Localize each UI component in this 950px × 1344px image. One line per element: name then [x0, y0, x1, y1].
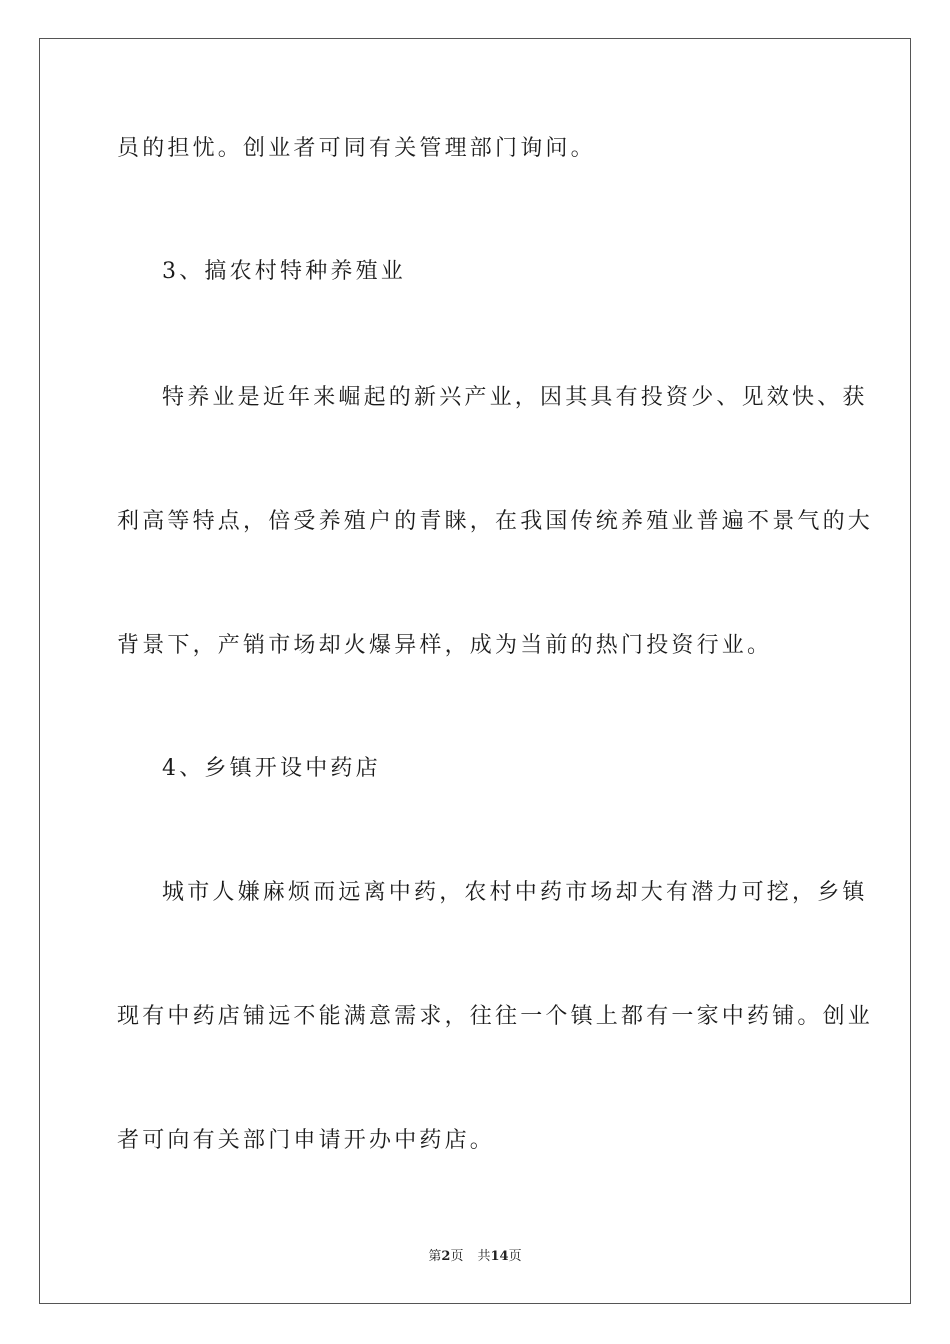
page-prefix: 第 [428, 1249, 442, 1264]
paragraph-line: 特养业是近年来崛起的新兴产业，因其具有投资少、见效快、获 [162, 385, 868, 410]
paragraph-line: 现有中药店铺远不能满意需求，往往一个镇上都有一家中药铺。创业 [117, 1004, 874, 1029]
total-prefix: 共 [477, 1249, 491, 1264]
paragraph-line: 利高等特点，倍受养殖户的青睐，在我国传统养殖业普遍不景气的大 [117, 509, 874, 534]
page-suffix: 页 [450, 1249, 464, 1264]
page-number: 2 [441, 1249, 451, 1264]
paragraph-line: 城市人嫌麻烦而远离中药，农村中药市场却大有潜力可挖，乡镇 [162, 880, 868, 905]
page-footer [0, 1245, 950, 1264]
paragraph-line: 员的担忧。创业者可同有关管理部门询问。 [117, 136, 596, 161]
paragraph-line: 者可向有关部门申请开办中药店。 [117, 1128, 496, 1153]
total-pages: 14 [490, 1249, 509, 1264]
page-border [39, 38, 911, 1304]
section-heading: 4、乡镇开设中药店 [162, 756, 381, 781]
total-suffix: 页 [508, 1249, 522, 1264]
paragraph-line: 背景下，产销市场却火爆异样，成为当前的热门投资行业。 [117, 633, 773, 658]
section-heading: 3、搞农村特种养殖业 [162, 259, 406, 284]
